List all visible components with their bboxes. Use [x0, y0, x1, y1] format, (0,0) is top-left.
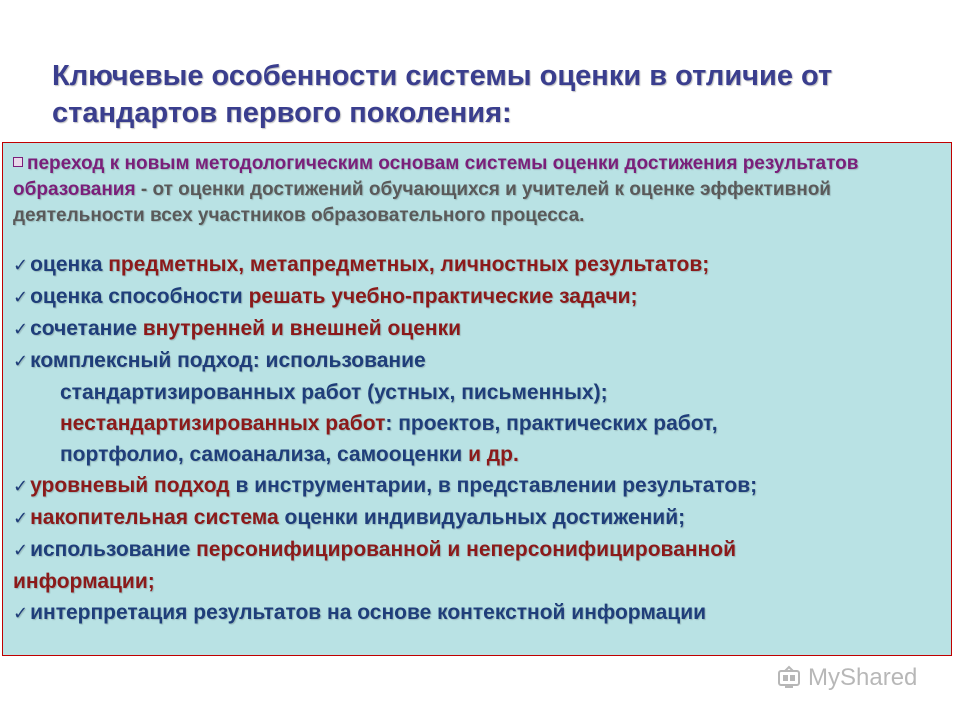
list-item [13, 534, 941, 566]
item-detail: предметных, метапредметных, личностных результатов; [108, 253, 710, 276]
check-icon: ✓ [13, 476, 29, 497]
content-box [2, 142, 952, 656]
item-lead: использование [30, 538, 197, 561]
watermark-text: MyShared [808, 664, 918, 691]
list-item [13, 345, 941, 377]
title-line-2: стандартов первого поколения: [52, 97, 512, 129]
list-item [13, 281, 941, 313]
features-list [13, 249, 941, 629]
item-detail: в инструментарии, в представлении результатов; [235, 474, 758, 497]
item-detail: персонифицированной и неперсонифицированной [196, 538, 736, 561]
item-lead: информации; [13, 570, 155, 593]
watermark [776, 660, 917, 696]
list-item [13, 597, 941, 629]
sub-item-detail: : проектов, практических работ, [385, 412, 718, 435]
list-item [13, 470, 941, 502]
intro-rest: - от оценки достижений обучающихся и учителей к оценке эффективной деятельности всех участников образовательного процесса [13, 179, 831, 226]
intro-highlight: переход к новым методологическим основам системы оценки достижения результатов образования [13, 153, 859, 200]
item-lead: интерпретация результатов на основе контекстной информации [30, 601, 707, 624]
check-icon: ✓ [13, 287, 29, 308]
list-item-continuation [13, 566, 941, 597]
item-detail: оценки индивидуальных достижений; [284, 506, 686, 529]
item-lead: сочетание [30, 317, 143, 340]
check-icon: ✓ [13, 319, 29, 340]
check-icon: ✓ [13, 255, 29, 276]
item-lead: уровневый подход [30, 474, 236, 497]
title-line-1: Ключевые особенности системы оценки в отличие от [52, 60, 833, 92]
item-lead: оценка способности [30, 285, 249, 308]
sub-item-lead: стандартизированных работ (устных, письменных); [60, 381, 608, 404]
list-item [13, 313, 941, 345]
list-item [13, 502, 941, 534]
check-icon: ✓ [13, 351, 29, 372]
item-lead: комплексный подход: использование [30, 349, 426, 372]
intro-paragraph [13, 151, 941, 229]
sub-list-item [13, 439, 941, 470]
sub-item-detail: и др. [468, 443, 519, 466]
item-lead: накопительная система [30, 506, 285, 529]
sub-item-lead: нестандартизированных работ [60, 412, 386, 435]
check-icon: ✓ [13, 603, 29, 624]
myshared-logo-icon [776, 665, 802, 691]
sub-item-lead: портфолио, самоанализа, самооценки [60, 443, 469, 466]
item-detail: внутренней и внешней оценки [142, 317, 462, 340]
intro-end: . [579, 205, 585, 226]
sub-list-item [13, 377, 941, 408]
sub-list-item [13, 408, 941, 439]
item-detail: решать учебно-практические задачи; [248, 285, 638, 308]
list-item [13, 249, 941, 281]
item-lead: оценка [30, 253, 109, 276]
slide-title [52, 58, 932, 132]
check-icon: ✓ [13, 540, 29, 561]
square-bullet-icon [13, 157, 23, 167]
check-icon: ✓ [13, 508, 29, 529]
